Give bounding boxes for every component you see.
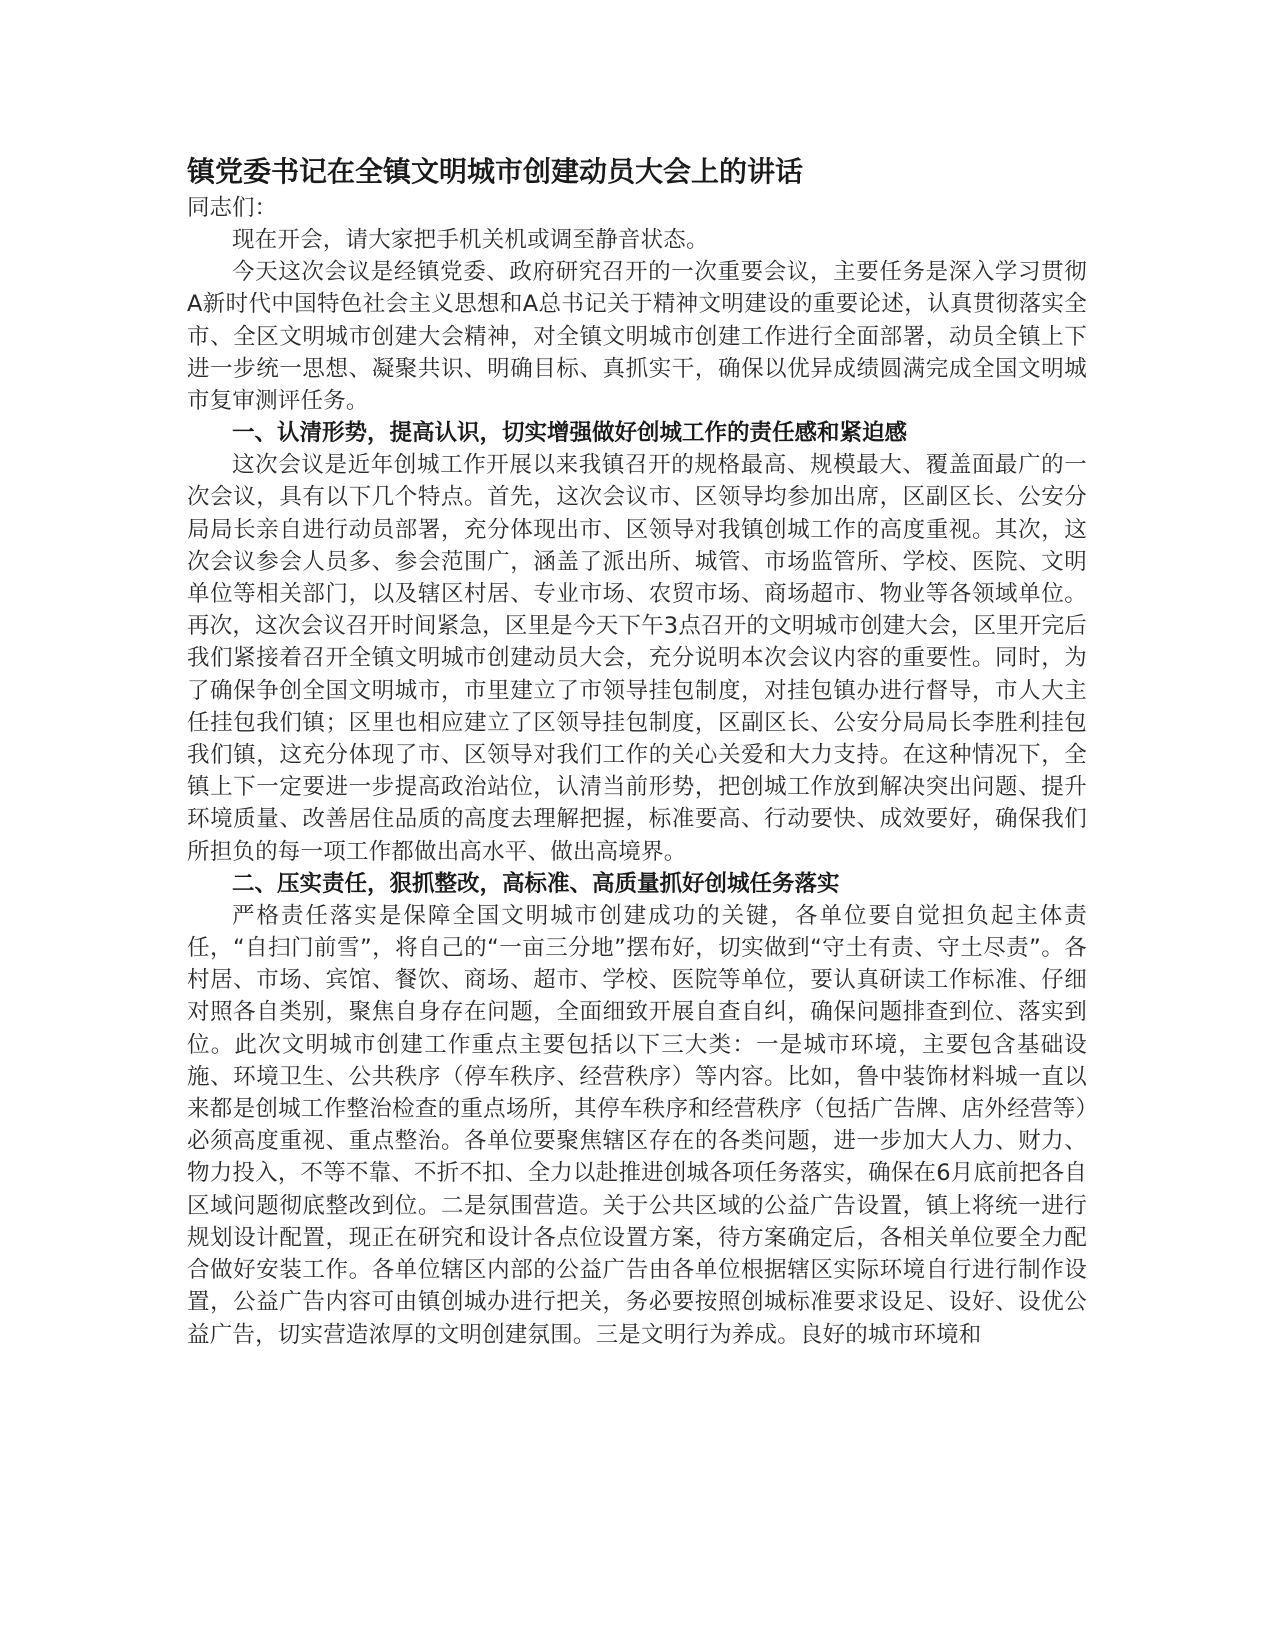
document-body [187, 152, 1087, 1351]
paragraph-opening: 现在开会，请大家把手机关机或调至静音状态。 [232, 227, 709, 253]
section-heading-two: 二、压实责任，狠抓整改，高标准、高质量抓好创城任务落实 [232, 870, 840, 897]
section-heading-one: 一、认清形势，提高认识，切实增强做好创城工作的责任感和紧迫感 [232, 420, 908, 447]
section-two-paragraph: 严格责任落实是保障全国文明城市创建成功的关键，各单位要自觉担负起主体责任，“自扫门前雪”，将自己的“一亩三分地”摆布好，切实做到“守土有责、守土尽责”。各村居、市场、宾馆、餐饮、商场、超市、学校、医院等单位，要认真研读工作标准、仔细对照各自类别，聚焦自身存在问题，全面细致开展自查自纠，确保问题排查到位、落实到位。此次文明城市创建工作重点主要包括以下三大类：一是城市环境，主要包含基础设施、环境卫生、公共秩序（停车秩序、经营秩序）等内容。比如，鲁中装饰材料城一直以来都是创城工作整治检查的重点场所，其停车秩序和经营秩序（包括广告牌、店外经营等）必须高度重视、重点整治。各单位要聚焦辖区存在的各类问题，进一步加大人力、财力、物力投入，不等不靠、不折不扣、全力以赴推进创城各项任务落实，确保在6月底前把各自区域问题彻底整改到位。二是氛围营造。关于公共区域的公益广告设置，镇上将统一进行规划设计配置，现正在研究和设计各点位设置方案，待方案确定后，各相关单位要全力配合做好安装工作。各单位辖区内部的公益广告由各单位根据辖区实际环境自行进行制作设置，公益广告内容可由镇创城办进行把关，务必要按照创城标准要求设足、设好、设优公益广告，切实营造浓厚的文明创建氛围。三是文明行为养成。良好的城市环境和 [187, 902, 1087, 1348]
section-one-paragraph: 这次会议是近年创城工作开展以来我镇召开的规格最高、规模最大、覆盖面最广的一次会议，具有以下几个特点。首先，这次会议市、区领导均参加出席，区副区长、公安分局局长亲自进行动员部署，充分体现出市、区领导对我镇创城工作的高度重视。其次，这次会议参会人员多、参会范围广，涵盖了派出所、城管、市场监管所、学校、医院、文明单位等相关部门，以及辖区村居、专业市场、农贸市场、商场超市、物业等各领域单位。再次，这次会议召开时间紧急，区里是今天下午3点召开的文明城市创建大会，区里开完后我们紧接着召开全镇文明城市创建动员大会，充分说明本次会议内容的重要性。同时，为了确保争创全国文明城市，市里建立了市领导挂包制度，对挂包镇办进行督导，市人大主任挂包我们镇；区里也相应建立了区领导挂包制度，区副区长、公安分局局长李胜利挂包我们镇，这充分体现了市、区领导对我们工作的关心关爱和大力支持。在这种情况下，全镇上下一定要进一步提高政治站位，认清当前形势，把创城工作放到解决突出问题、提升环境质量、改善居住品质的高度去理解把握，标准要高、行动要快、成效要好，确保我们所担负的每一项工作都做出高水平、做出高境界。 [187, 452, 1087, 865]
salutation: 同志们： [187, 195, 278, 221]
paragraph-meeting-purpose: 今天这次会议是经镇党委、政府研究召开的一次重要会议，主要任务是深入学习贯彻A新时代中国特色社会主义思想和A总书记关于精神文明建设的重要论述，认真贯彻落实全市、全区文明城市创建大会精神，对全镇文明城市创建工作进行全面部署，动员全镇上下进一步统一思想、凝聚共识、明确目标、真抓实干，确保以优异成绩圆满完成全国文明城市复审测评任务。 [187, 259, 1087, 415]
document-title: 镇党委书记在全镇文明城市创建动员大会上的讲话 [187, 155, 804, 188]
